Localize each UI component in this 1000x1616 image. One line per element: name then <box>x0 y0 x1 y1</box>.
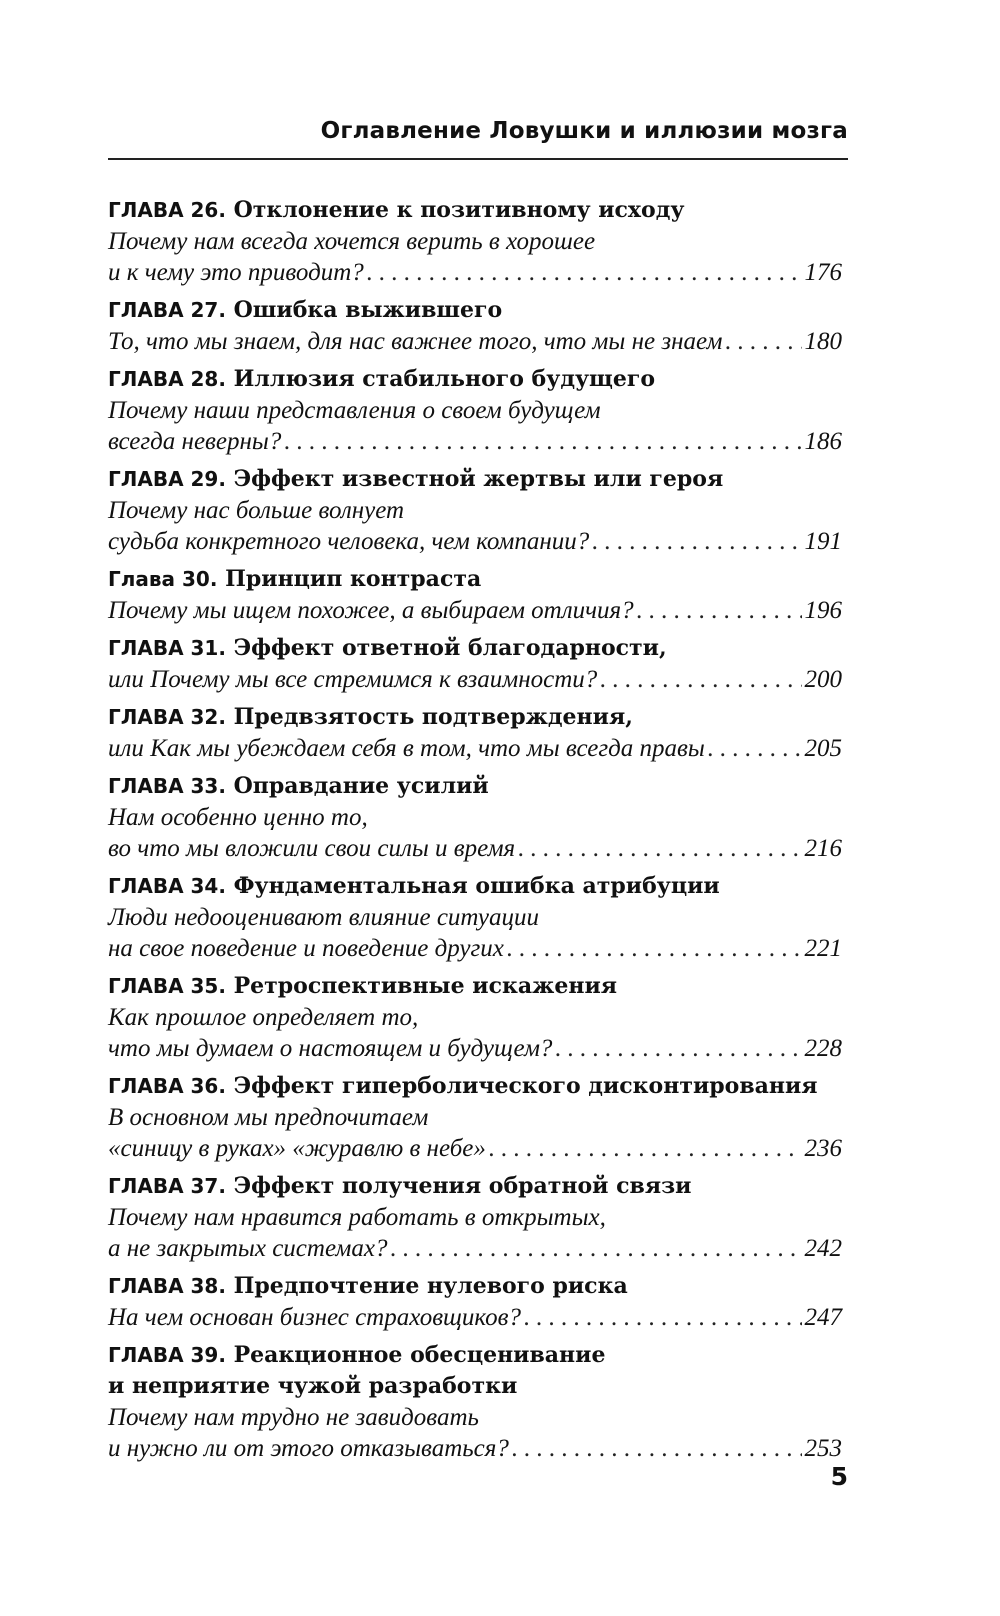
leader-text: и нужно ли от этого отказываться? <box>108 1435 509 1462</box>
page-number: 196 <box>804 597 842 624</box>
leader-text: То, что мы знаем, для нас важнее того, что мы не знаем <box>108 328 723 355</box>
leader-dots <box>518 833 801 864</box>
page-number: 247 <box>804 1304 842 1331</box>
leader-dots <box>367 257 802 288</box>
chapter-subtitle: Почему нас больше волнует <box>108 497 405 524</box>
chapter-subtitle: Почему нам трудно не завидовать <box>108 1404 479 1431</box>
leader-line <box>108 526 842 557</box>
chapter-heading <box>108 564 842 595</box>
chapter-title: Эффект получения обратной связи <box>225 1173 692 1199</box>
leader-line <box>108 1233 842 1264</box>
leader-dots <box>725 326 801 357</box>
page-number: 180 <box>804 328 842 355</box>
table-of-contents <box>108 195 842 1471</box>
page-number: 200 <box>804 666 842 693</box>
chapter-title: Иллюзия стабильного будущего <box>225 366 656 392</box>
page-number: 253 <box>804 1435 842 1462</box>
chapter-title: Предвзятость подтверждения, <box>225 704 633 730</box>
page-number: 216 <box>804 835 842 862</box>
chapter-label: ГЛАВА 32. <box>108 705 226 729</box>
chapter-heading <box>108 1340 842 1371</box>
page-number: 236 <box>804 1135 842 1162</box>
leader-dots <box>592 526 801 557</box>
toc-entry-37 <box>108 1171 842 1264</box>
chapter-heading <box>108 295 842 326</box>
chapter-title: Отклонение к позитивному исходу <box>225 197 685 223</box>
leader-dots <box>637 595 802 626</box>
chapter-subtitle: Люди недооценивают влияние ситуации <box>108 904 539 931</box>
chapter-label: ГЛАВА 33. <box>108 774 226 798</box>
chapter-heading <box>108 1271 842 1302</box>
leader-text: а не закрытых системах? <box>108 1235 388 1262</box>
toc-entry-36 <box>108 1071 842 1164</box>
toc-entry-28 <box>108 364 842 457</box>
page-number: 191 <box>804 528 842 555</box>
chapter-label: ГЛАВА 39. <box>108 1343 226 1367</box>
chapter-heading <box>108 364 842 395</box>
leader-text: и к чему это приводит? <box>108 259 364 286</box>
toc-entry-26 <box>108 195 842 288</box>
toc-entry-34 <box>108 871 842 964</box>
leader-text: На чем основан бизнес страховщиков? <box>108 1304 522 1331</box>
leader-dots <box>555 1033 801 1064</box>
toc-entry-33 <box>108 771 842 864</box>
leader-line <box>108 595 842 626</box>
chapter-heading <box>108 871 842 902</box>
chapter-label: ГЛАВА 34. <box>108 874 226 898</box>
chapter-title: Эффект гиперболического дисконтирования <box>225 1073 818 1099</box>
chapter-subtitle: Нам особенно ценно то, <box>108 804 368 831</box>
chapter-title: Предпочтение нулевого риска <box>225 1273 628 1299</box>
chapter-heading <box>108 464 842 495</box>
page-number: 242 <box>804 1235 842 1262</box>
leader-line <box>108 733 842 764</box>
leader-dots <box>600 664 801 695</box>
chapter-heading <box>108 702 842 733</box>
chapter-label: ГЛАВА 29. <box>108 467 226 491</box>
leader-line <box>108 426 842 457</box>
chapter-title: Реакционное обесценивание <box>225 1342 606 1368</box>
leader-text: «синицу в руках» «журавлю в небе» <box>108 1135 486 1162</box>
leader-dots <box>284 426 801 457</box>
chapter-subtitle: Почему наши представления о своем будущем <box>108 397 601 424</box>
leader-text: или Как мы убеждаем себя в том, что мы всегда правы <box>108 735 705 762</box>
toc-entry-35 <box>108 971 842 1064</box>
leader-text: Почему мы ищем похожее, а выбираем отличия? <box>108 597 634 624</box>
chapter-title: Фундаментальная ошибка атрибуции <box>225 873 720 899</box>
chapter-label: ГЛАВА 35. <box>108 974 226 998</box>
toc-entry-38 <box>108 1271 842 1333</box>
running-header: Оглавление Ловушки и иллюзии мозга <box>320 118 848 144</box>
chapter-heading <box>108 1171 842 1202</box>
leader-line <box>108 664 842 695</box>
page-number: 205 <box>804 735 842 762</box>
leader-text: или Почему мы все стремимся к взаимности? <box>108 666 598 693</box>
leader-line <box>108 1302 842 1333</box>
chapter-title: Ретроспективные искажения <box>225 973 618 999</box>
chapter-label: ГЛАВА 26. <box>108 198 226 222</box>
page-number: 186 <box>804 428 842 455</box>
chapter-subtitle: В основном мы предпочитаем <box>108 1104 429 1131</box>
leader-line <box>108 933 842 964</box>
chapter-title: Принцип контраста <box>217 566 482 592</box>
page-number: 228 <box>804 1035 842 1062</box>
chapter-subtitle: Как прошлое определяет то, <box>108 1004 419 1031</box>
leader-line <box>108 1433 842 1464</box>
chapter-heading <box>108 971 842 1002</box>
toc-entry-30 <box>108 564 842 626</box>
leader-dots <box>708 733 802 764</box>
leader-dots <box>489 1133 802 1164</box>
chapter-heading <box>108 1071 842 1102</box>
header-rule <box>108 158 848 160</box>
chapter-label: ГЛАВА 37. <box>108 1174 226 1198</box>
chapter-label: ГЛАВА 36. <box>108 1074 226 1098</box>
leader-dots <box>390 1233 801 1264</box>
chapter-subtitle: Почему нам всегда хочется верить в хорошее <box>108 228 596 255</box>
chapter-title: Эффект известной жертвы или героя <box>225 466 724 492</box>
leader-line <box>108 326 842 357</box>
page-number: 176 <box>804 259 842 286</box>
toc-entry-27 <box>108 295 842 357</box>
toc-entry-31 <box>108 633 842 695</box>
leader-dots <box>512 1433 802 1464</box>
chapter-label: Глава 30. <box>108 567 218 591</box>
leader-text: что мы думаем о настоящем и будущем? <box>108 1035 553 1062</box>
leader-line <box>108 1133 842 1164</box>
leader-text: судьба конкретного человека, чем компании? <box>108 528 590 555</box>
page-number: 221 <box>804 935 842 962</box>
chapter-label: ГЛАВА 38. <box>108 1274 226 1298</box>
leader-text: во что мы вложили свои силы и время <box>108 835 516 862</box>
chapter-heading <box>108 633 842 664</box>
chapter-label: ГЛАВА 28. <box>108 367 226 391</box>
toc-entry-39 <box>108 1340 842 1464</box>
chapter-label: ГЛАВА 27. <box>108 298 226 322</box>
chapter-heading <box>108 771 842 802</box>
leader-dots <box>524 1302 801 1333</box>
chapter-title: Оправдание усилий <box>225 773 489 799</box>
leader-text: на свое поведение и поведение других <box>108 935 504 962</box>
leader-line <box>108 257 842 288</box>
chapter-title-continued: и неприятие чужой разработки <box>108 1373 518 1399</box>
toc-entry-32 <box>108 702 842 764</box>
chapter-title: Ошибка выжившего <box>225 297 503 323</box>
leader-line <box>108 1033 842 1064</box>
leader-text: всегда неверны? <box>108 428 282 455</box>
chapter-label: ГЛАВА 31. <box>108 636 226 660</box>
leader-line <box>108 833 842 864</box>
toc-entry-29 <box>108 464 842 557</box>
chapter-heading <box>108 195 842 226</box>
leader-dots <box>507 933 802 964</box>
page-folio: 5 <box>830 1462 848 1491</box>
chapter-title: Эффект ответной благодарности, <box>225 635 667 661</box>
chapter-subtitle: Почему нам нравится работать в открытых, <box>108 1204 606 1231</box>
